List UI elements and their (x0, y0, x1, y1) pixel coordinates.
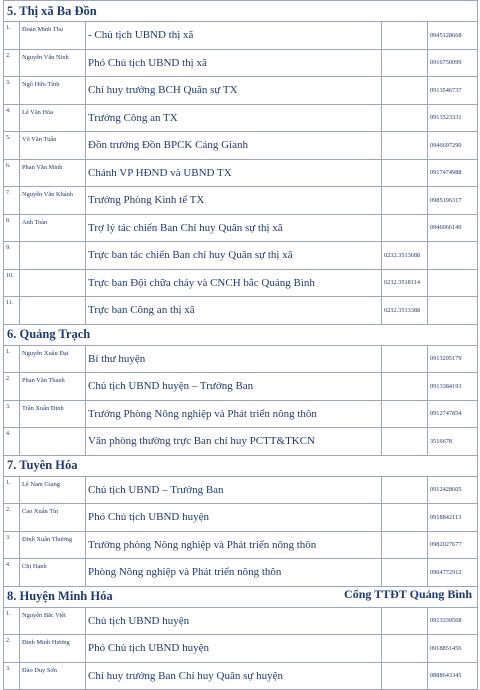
contact-name: Nguyễn Bắc Việt (20, 607, 86, 635)
contact-name: Nguyễn Văn Khánh (20, 187, 86, 215)
mobile-phone (428, 269, 478, 297)
landline-phone (382, 187, 428, 215)
table-row (4, 49, 478, 77)
contact-name: Đào Duy Sơn (20, 662, 86, 690)
table-row (4, 662, 478, 690)
contact-position: - Chủ tịch UBND thị xã (86, 22, 382, 50)
contact-name (20, 242, 86, 270)
contact-position: Bí thư huyện (86, 345, 382, 373)
mobile-phone: 0985196317 (428, 187, 478, 215)
contact-position: Trực ban Công an thị xã (86, 297, 382, 325)
contact-position: Phó Chủ tịch UBND thị xã (86, 49, 382, 77)
landline-phone (382, 400, 428, 428)
contact-name: Võ Văn Tuấn (20, 132, 86, 160)
row-number: 4. (4, 428, 20, 456)
contact-name: Đoàn Minh Thọ (20, 22, 86, 50)
table-row (4, 559, 478, 587)
row-number: 4. (4, 559, 20, 587)
landline-phone (382, 428, 428, 456)
landline-phone (382, 476, 428, 504)
row-number: 11. (4, 297, 20, 325)
landline-phone (382, 607, 428, 635)
contact-position: Chủ tịch UBND huyện – Trưởng Ban (86, 373, 382, 401)
section-header (4, 455, 478, 476)
landline-phone: 0232.3518114 (382, 269, 428, 297)
table-row (4, 428, 478, 456)
mobile-phone: 0904772912 (428, 559, 478, 587)
landline-phone (382, 49, 428, 77)
landline-phone (382, 373, 428, 401)
mobile-phone: 0917474988 (428, 159, 478, 187)
table-row (4, 132, 478, 160)
landline-phone (382, 504, 428, 532)
contact-position: Chủ tịch UBND – Trưởng Ban (86, 476, 382, 504)
contact-position: Chỉ huy trưởng BCH Quân sự TX (86, 77, 382, 105)
mobile-phone: 0916750099 (428, 49, 478, 77)
row-number: 3. (4, 662, 20, 690)
contact-position: Chủ tịch UBND huyện (86, 607, 382, 635)
contact-name: Cao Xuân Tín (20, 504, 86, 532)
contact-name (20, 297, 86, 325)
mobile-phone (428, 242, 478, 270)
landline-phone (382, 22, 428, 50)
row-number: 7. (4, 187, 20, 215)
row-number: 10. (4, 269, 20, 297)
contact-position: Trực ban Đội chữa cháy và CNCH bắc Quảng Bình (86, 269, 382, 297)
contact-name: Trần Xuân Định (20, 400, 86, 428)
landline-phone (382, 104, 428, 132)
contact-position: Chánh VP HĐND và UBND TX (86, 159, 382, 187)
row-number: 2. (4, 49, 20, 77)
table-row (4, 297, 478, 325)
table-row (4, 159, 478, 187)
contact-name (20, 428, 86, 456)
row-number: 1. (4, 22, 20, 50)
section-title: 5. Thị xã Ba Đồn (4, 1, 478, 22)
mobile-phone: 0982027677 (428, 531, 478, 559)
contact-name: Lê Nam Giang (20, 476, 86, 504)
row-number: 8. (4, 214, 20, 242)
contact-position: Trợ lý tác chiến Ban Chỉ huy Quân sự thị xã (86, 214, 382, 242)
mobile-phone: 0912747854 (428, 400, 478, 428)
contact-position: Trưởng Phòng Nông nghiệp và Phát triển nông thôn (86, 400, 382, 428)
row-number: 4. (4, 104, 20, 132)
row-number: 9. (4, 242, 20, 270)
mobile-phone: 0913339568 (428, 607, 478, 635)
table-row (4, 187, 478, 215)
row-number: 2. (4, 373, 20, 401)
contact-position: Văn phòng thường trực Ban chỉ huy PCTT&TKCN (86, 428, 382, 456)
landline-phone: 0232.3513688 (382, 242, 428, 270)
mobile-phone: 0888643345 (428, 662, 478, 690)
row-number: 2. (4, 504, 20, 532)
landline-phone (382, 132, 428, 160)
contact-name: Lê Văn Hóa (20, 104, 86, 132)
contact-position: Phòng Nông nghiệp và Phát triển nông thôn (86, 559, 382, 587)
table-row (4, 607, 478, 635)
landline-phone (382, 159, 428, 187)
table-row (4, 345, 478, 373)
mobile-phone: 0918842113 (428, 504, 478, 532)
table-row (4, 22, 478, 50)
contact-name: Phan Văn Thanh (20, 373, 86, 401)
contact-name: Nguyễn Văn Ninh (20, 49, 86, 77)
contact-position: Đồn trưởng Đồn BPCK Cảng Gianh (86, 132, 382, 160)
contact-position: Trưởng phòng Nông nghiệp và Phát triển nông thôn (86, 531, 382, 559)
table-row (4, 504, 478, 532)
table-row (4, 635, 478, 663)
landline-phone (382, 77, 428, 105)
table-row (4, 104, 478, 132)
section-title: 7. Tuyên Hóa (4, 455, 478, 476)
table-row (4, 242, 478, 270)
row-number: 6. (4, 159, 20, 187)
mobile-phone: 0945128668 (428, 22, 478, 50)
landline-phone (382, 531, 428, 559)
contact-name: Phan Văn Minh (20, 159, 86, 187)
row-number: 5. (4, 132, 20, 160)
mobile-phone: 0946697290 (428, 132, 478, 160)
table-row (4, 476, 478, 504)
table-row (4, 214, 478, 242)
row-number: 3. (4, 531, 20, 559)
contact-name: Đinh Xuân Thương (20, 531, 86, 559)
row-number: 3. (4, 77, 20, 105)
row-number: 1. (4, 345, 20, 373)
contact-position: Phó Chủ tịch UBND huyện (86, 504, 382, 532)
mobile-phone: 0913295179 (428, 345, 478, 373)
landline-phone: 0232.3513388 (382, 297, 428, 325)
landline-phone (382, 559, 428, 587)
table-row (4, 400, 478, 428)
landline-phone (382, 345, 428, 373)
footer-source: Cổng TTĐT Quảng Bình (344, 587, 472, 601)
contact-position: Chỉ huy trưởng Ban Chỉ huy Quân sự huyện (86, 662, 382, 690)
contact-name: Ngô Hữu Tính (20, 77, 86, 105)
row-number: 1. (4, 607, 20, 635)
mobile-phone: 0918851456 (428, 635, 478, 663)
mobile-phone: 0913523331 (428, 104, 478, 132)
section-title: 8. Huyện Minh Hóa (4, 586, 478, 607)
section-title: 6. Quảng Trạch (4, 324, 478, 345)
mobile-phone: 3516678 (428, 428, 478, 456)
contact-name: Nguyễn Xuân Đạt (20, 345, 86, 373)
table-row (4, 373, 478, 401)
table-row (4, 531, 478, 559)
contact-position: Trưởng Phòng Kinh tế TX (86, 187, 382, 215)
contact-name: Anh Toàn (20, 214, 86, 242)
contact-position: Trưởng Công an TX (86, 104, 382, 132)
mobile-phone: 0913546737 (428, 77, 478, 105)
row-number: 1. (4, 476, 20, 504)
row-number: 2. (4, 635, 20, 663)
mobile-phone: 0912428605 (428, 476, 478, 504)
table-row (4, 77, 478, 105)
landline-phone (382, 662, 428, 690)
contact-name: Đinh Minh Hương (20, 635, 86, 663)
landline-phone (382, 635, 428, 663)
section-header (4, 324, 478, 345)
contact-position: Trực ban tác chiến Ban chỉ huy Quân sự thị xã (86, 242, 382, 270)
mobile-phone (428, 297, 478, 325)
table-row (4, 269, 478, 297)
landline-phone (382, 214, 428, 242)
contact-name: Chị Hạnh (20, 559, 86, 587)
contact-name (20, 269, 86, 297)
mobile-phone: 0946066149 (428, 214, 478, 242)
contact-position: Phó Chủ tịch UBND huyện (86, 635, 382, 663)
section-header (4, 1, 478, 22)
mobile-phone: 0913384193 (428, 373, 478, 401)
row-number: 3. (4, 400, 20, 428)
